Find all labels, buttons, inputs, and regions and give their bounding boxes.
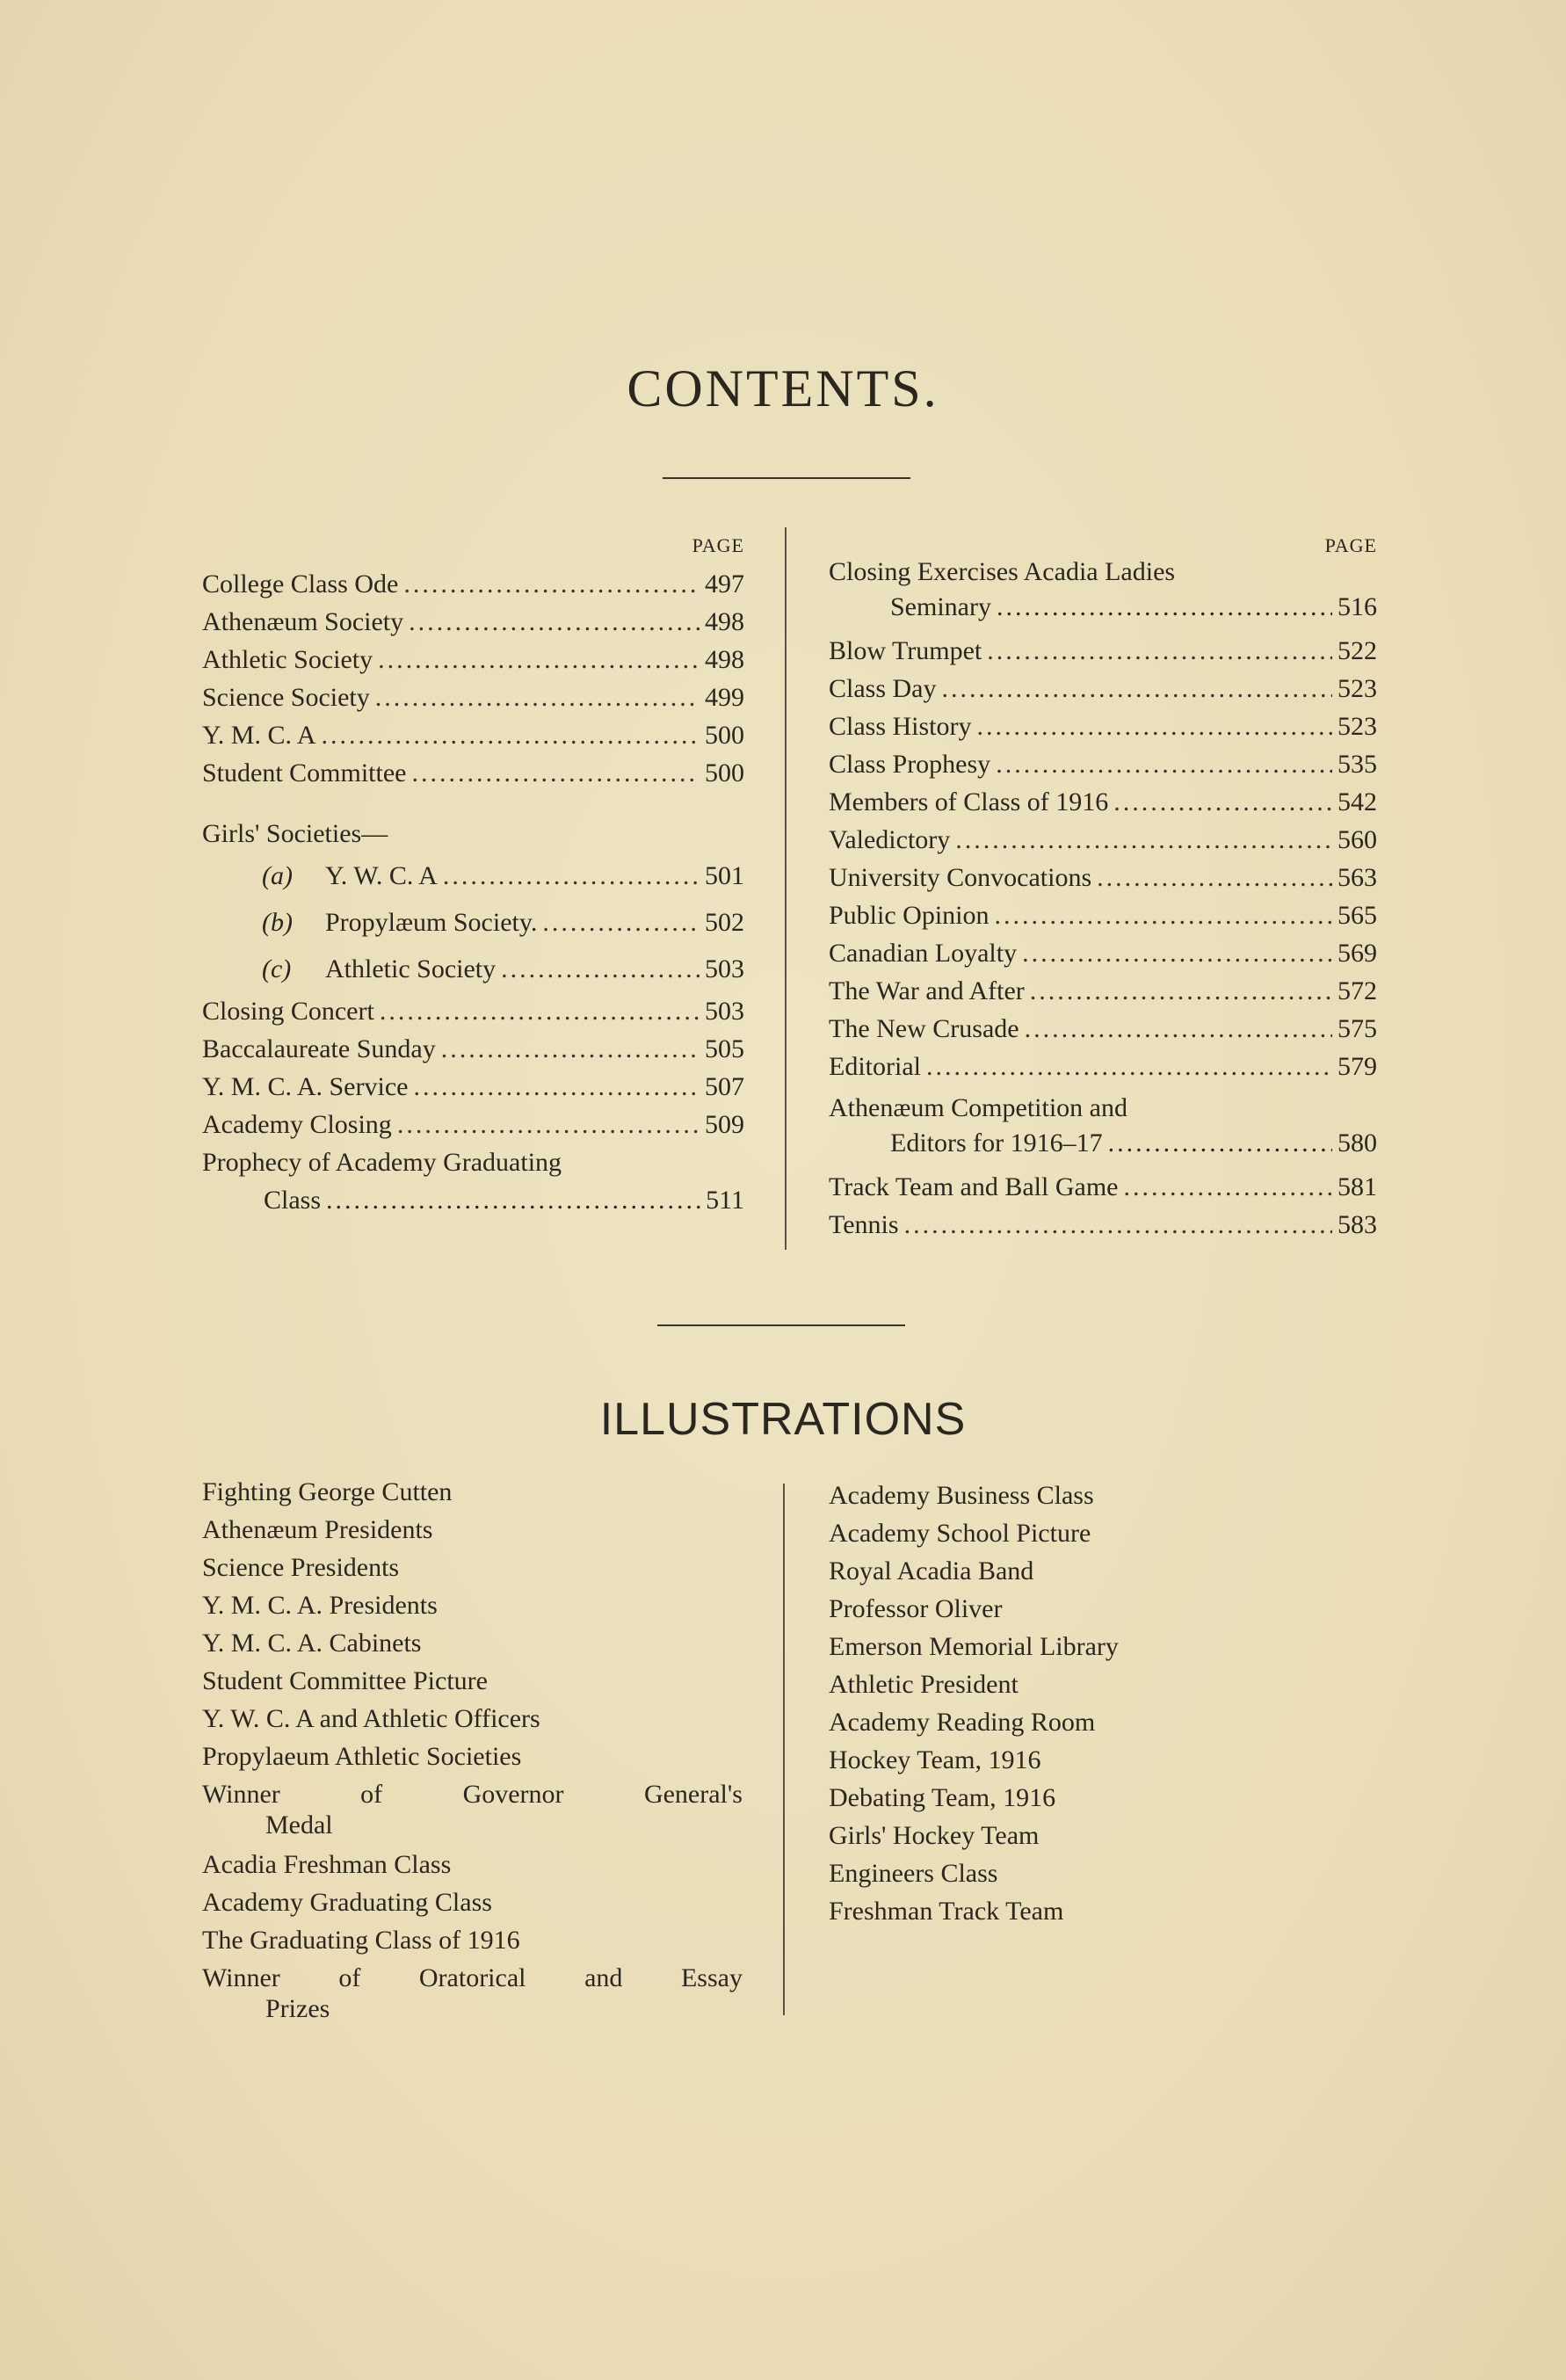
entry-page: 503 [705, 997, 744, 1026]
item-word: Oratorical [418, 1963, 526, 1992]
section-rule [657, 1324, 905, 1326]
subentry-mark: (b) [262, 908, 293, 937]
leader-dots [1113, 783, 1332, 821]
toc-entry [829, 859, 1377, 896]
illustration-item: Emerson Memorial Library [829, 1632, 1119, 1661]
girls-societies-heading: Girls' Societies— [202, 819, 388, 848]
item-word: and [584, 1963, 623, 1992]
leader-dots [1025, 1010, 1332, 1048]
item-word: of [338, 1963, 361, 1992]
leader-dots [501, 946, 700, 992]
entry-label: Class History [829, 712, 972, 741]
page-column-header: PAGE [692, 534, 744, 556]
entry-page: 535 [1338, 750, 1377, 779]
illustration-item: Fighting George Cutten [202, 1477, 453, 1506]
entry-label-line2: Editors for 1916–17 [890, 1128, 1103, 1157]
illustration-item: Athletic President [829, 1670, 1019, 1699]
entry-page: 580 [1338, 1128, 1377, 1157]
leader-dots [326, 1181, 700, 1219]
toc-subentry [202, 946, 744, 992]
entry-page: 522 [1338, 636, 1377, 665]
entry-page: 501 [705, 861, 744, 890]
illustration-item: Y. M. C. A. Presidents [202, 1591, 438, 1620]
toc-entry-wrapped [829, 556, 1377, 632]
illustration-item-wrapped [202, 1959, 743, 2029]
entry-page: 509 [705, 1110, 744, 1139]
leader-dots [1022, 934, 1332, 972]
contents-left-column [202, 527, 744, 1219]
toc-entry [829, 783, 1377, 821]
toc-entry [202, 1030, 744, 1068]
entry-page: 503 [705, 954, 744, 983]
leader-dots [441, 1030, 700, 1068]
contents-right-column [829, 527, 1377, 1244]
entry-page: 523 [1338, 712, 1377, 741]
leader-dots [1108, 1124, 1332, 1162]
illustration-item: The Graduating Class of 1916 [202, 1926, 520, 1955]
leader-dots [1030, 972, 1332, 1010]
item-word: Winner [202, 1780, 280, 1809]
entry-page: 498 [705, 607, 744, 636]
entry-page: 575 [1338, 1014, 1377, 1043]
entry-label: Members of Class of 1916 [829, 787, 1109, 816]
entry-word: Competition [951, 1093, 1084, 1122]
illustration-item: Y. W. C. A and Athletic Officers [202, 1704, 540, 1733]
entry-label: Y. M. C. A. Service [202, 1072, 409, 1101]
column-divider [783, 1484, 785, 2015]
leader-dots [1124, 1168, 1333, 1206]
leader-dots [403, 565, 700, 603]
entry-word: and [1089, 1093, 1127, 1122]
entry-label: University Convocations [829, 863, 1092, 892]
leader-dots [977, 707, 1332, 745]
toc-entry [829, 670, 1377, 707]
illustration-item: Academy School Picture [829, 1519, 1091, 1548]
leader-dots [996, 745, 1332, 783]
entry-page: 572 [1338, 976, 1377, 1005]
entry-label: Class Prophesy [829, 750, 991, 779]
entry-label: Tennis [829, 1210, 899, 1239]
entry-page: 579 [1338, 1052, 1377, 1081]
entry-page: 565 [1338, 901, 1377, 930]
illustration-item: Propylaeum Athletic Societies [202, 1742, 522, 1771]
toc-subentry [202, 899, 744, 946]
entry-label: College Class Ode [202, 570, 399, 599]
entry-page: 516 [1338, 592, 1377, 621]
entry-label: Baccalaureate Sunday [202, 1034, 436, 1063]
entry-label: Class Day [829, 674, 937, 703]
entry-label: The War and After [829, 976, 1025, 1005]
leader-dots [413, 1068, 700, 1106]
illustration-item: Girls' Hockey Team [829, 1821, 1040, 1850]
entry-word: Athenæum [829, 1093, 945, 1122]
entry-label: Canadian Loyalty [829, 939, 1018, 968]
entry-label-line2: Class [264, 1186, 322, 1215]
leader-dots [1097, 859, 1332, 896]
toc-entry [829, 745, 1377, 783]
column-divider [785, 527, 787, 1250]
illustration-item: Academy Graduating Class [202, 1888, 492, 1917]
illustration-item: Athenæum Presidents [202, 1515, 433, 1544]
toc-entry [829, 821, 1377, 859]
leader-dots [322, 716, 700, 754]
entry-label: Blow Trumpet [829, 636, 982, 665]
toc-entry [202, 1068, 744, 1106]
illustrations-title: ILLUSTRATIONS [599, 1394, 967, 1445]
illustration-item: Hockey Team, 1916 [829, 1745, 1041, 1774]
illustration-item: Academy Business Class [829, 1481, 1094, 1510]
entry-page: 498 [705, 645, 744, 674]
leader-dots [955, 821, 1332, 859]
entry-page: 560 [1338, 825, 1377, 854]
illustration-item-wrapped [202, 1775, 743, 1846]
entry-label: Academy Closing [202, 1110, 392, 1139]
illustration-item: Freshman Track Team [829, 1897, 1064, 1926]
entry-page: 542 [1338, 787, 1377, 816]
item-word: of [360, 1780, 383, 1809]
entry-label-line1: Prophecy of Academy Graduating [202, 1148, 562, 1177]
title-rule [663, 477, 910, 479]
toc-entry [202, 754, 744, 792]
toc-entry [829, 934, 1377, 972]
entry-label: Y. M. C. A [202, 721, 316, 750]
illustration-item: Engineers Class [829, 1859, 998, 1888]
leader-dots [987, 632, 1332, 670]
entry-label: Closing Concert [202, 997, 374, 1026]
entry-page: 583 [1338, 1210, 1377, 1239]
leader-dots [409, 603, 700, 641]
toc-entry [829, 896, 1377, 934]
leader-dots [542, 899, 700, 946]
entry-label: Science Society [202, 683, 370, 712]
item-line2: Medal [265, 1810, 333, 1839]
item-line2: Prizes [265, 1994, 330, 2023]
leader-dots [995, 896, 1332, 934]
entry-label: Valedictory [829, 825, 951, 854]
leader-dots [443, 853, 700, 899]
entry-label: Y. W. C. A [325, 861, 438, 890]
illustrations-left-column [202, 1473, 743, 2029]
page-column-header: PAGE [1324, 534, 1377, 556]
leader-dots [926, 1048, 1332, 1085]
entry-page: 502 [705, 908, 744, 937]
toc-entry [829, 707, 1377, 745]
illustration-item: Acadia Freshman Class [202, 1850, 452, 1879]
entry-label: Athletic Society [325, 954, 497, 983]
item-word: Essay [680, 1963, 743, 1992]
entry-page: 507 [705, 1072, 744, 1101]
leader-dots [412, 754, 700, 792]
subentry-mark: (a) [262, 861, 293, 890]
illustration-item: Science Presidents [202, 1553, 400, 1582]
entry-label: Track Team and Ball Game [829, 1172, 1119, 1201]
entry-label: Public Opinion [829, 901, 990, 930]
illustration-item: Y. M. C. A. Cabinets [202, 1629, 422, 1658]
toc-entry [829, 972, 1377, 1010]
toc-entry [202, 992, 744, 1030]
entry-label: Student Committee [202, 758, 407, 787]
entry-page: 511 [706, 1186, 744, 1215]
illustration-item: Royal Acadia Band [829, 1556, 1034, 1585]
toc-entry [202, 1106, 744, 1143]
item-word: Winner [202, 1963, 280, 1992]
entry-label: Athenæum Society [202, 607, 404, 636]
leader-dots [904, 1206, 1332, 1244]
illustrations-right-column [829, 1477, 1374, 1930]
entry-label: Editorial [829, 1052, 921, 1081]
entry-page: 499 [705, 683, 744, 712]
entry-page: 523 [1338, 674, 1377, 703]
contents-title: CONTENTS. [627, 359, 939, 417]
subentry-mark: (c) [262, 954, 292, 983]
leader-dots [942, 670, 1333, 707]
toc-entry-wrapped [829, 1092, 1377, 1168]
toc-entry [829, 1168, 1377, 1206]
leader-dots [378, 641, 700, 678]
illustration-item: Academy Reading Room [829, 1708, 1096, 1737]
toc-entry [202, 641, 744, 678]
toc-entry [829, 1048, 1377, 1085]
toc-entry [829, 1206, 1377, 1244]
entry-label-line1: Closing Exercises Acadia Ladies [829, 557, 1176, 586]
leader-dots [380, 992, 700, 1030]
entry-page: 581 [1338, 1172, 1377, 1201]
toc-entry [829, 632, 1377, 670]
entry-label: Propylæum Society. [325, 908, 538, 937]
toc-entry-wrapped [202, 1143, 744, 1219]
entry-page: 500 [705, 758, 744, 787]
leader-dots [375, 678, 700, 716]
entry-page: 505 [705, 1034, 744, 1063]
illustration-item: Debating Team, 1916 [829, 1783, 1056, 1812]
toc-entry [829, 1010, 1377, 1048]
illustration-item: Student Committee Picture [202, 1666, 488, 1695]
item-word: General's [643, 1780, 743, 1809]
leader-dots [397, 1106, 700, 1143]
entry-page: 497 [705, 570, 744, 599]
toc-subentry [202, 853, 744, 899]
entry-page: 563 [1338, 863, 1377, 892]
toc-entry [202, 678, 744, 716]
entry-page: 569 [1338, 939, 1377, 968]
toc-entry [202, 565, 744, 603]
entry-label-line2: Seminary [890, 592, 991, 621]
leader-dots [997, 588, 1332, 626]
illustration-item: Professor Oliver [829, 1594, 1003, 1623]
toc-entry [202, 603, 744, 641]
entry-page: 500 [705, 721, 744, 750]
item-word: Governor [462, 1780, 564, 1809]
entry-label: Athletic Society [202, 645, 373, 674]
entry-label: The New Crusade [829, 1014, 1019, 1043]
toc-entry [202, 716, 744, 754]
